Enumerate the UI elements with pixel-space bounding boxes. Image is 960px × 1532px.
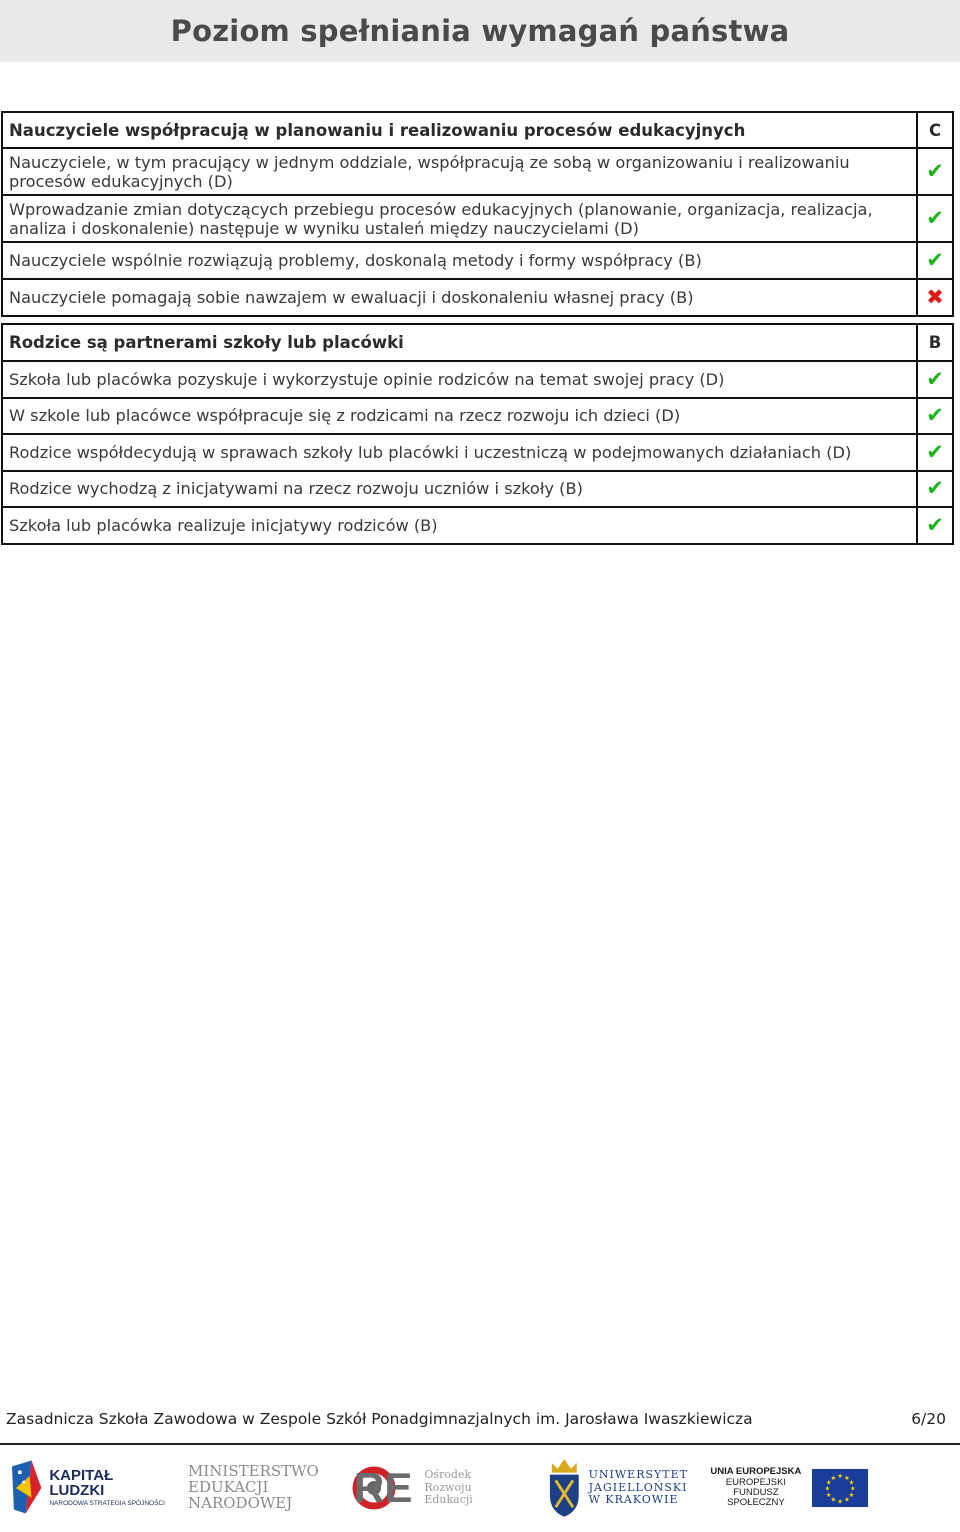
kapital-ludzki-name: KAPITAŁ LUDZKI <box>49 1467 114 1500</box>
svg-text:★: ★ <box>837 1473 843 1481</box>
ore-logo <box>352 1452 532 1524</box>
section-header <box>2 324 953 361</box>
page-number: 6/20 <box>911 1410 946 1428</box>
requirement-text: Nauczyciele pomagają sobie nawzajem w ewaluacji i doskonaleniu własnej pracy (B) <box>2 279 917 316</box>
requirement-text: Wprowadzanie zmian dotyczących przebiegu procesów edukacyjnych (planowanie, organizacja, realizacja, analiza i doskonalenie) następuje w wyniku ustaleń między nauczycielami (D) <box>2 195 917 242</box>
men-logo <box>188 1452 318 1524</box>
svg-text:★: ★ <box>824 1485 831 1493</box>
eu-logo <box>708 1452 868 1524</box>
table-row <box>2 242 953 279</box>
kapital-ludzki-logo <box>10 1452 170 1524</box>
check-icon: ✔ <box>926 512 944 537</box>
kapital-ludzki-sub: NARODOWA STRATEGIA SPÓJNOŚCI <box>49 1500 165 1508</box>
check-icon: ✔ <box>926 403 944 428</box>
logo-bar <box>0 1452 960 1528</box>
table-row <box>2 507 953 544</box>
ue-line-1: UNIA EUROPEJSKA <box>710 1466 802 1478</box>
svg-text:★: ★ <box>837 1498 843 1506</box>
requirement-text: Nauczyciele wspólnie rozwiązują problemy, doskonalą metody i formy współpracy (B) <box>2 242 917 279</box>
section-title: Nauczyciele współpracują w planowaniu i realizowaniu procesów edukacyjnych <box>2 112 917 148</box>
requirement-text: Rodzice współdecydują w sprawach szkoły lub placówki i uczestniczą w podejmowanych działaniach (D) <box>2 434 917 471</box>
table-row <box>2 279 953 316</box>
men-line-2: EDUKACJI <box>188 1478 269 1497</box>
uj-logo <box>548 1452 688 1524</box>
requirement-text: Nauczyciele, w tym pracujący w jednym oddziale, współpracują ze sobą w organizowaniu i realizowaniu procesów edukacyjnych (D) <box>2 148 917 195</box>
kapital-ludzki-emblem-icon <box>10 1458 43 1518</box>
requirement-table-teachers <box>1 111 954 317</box>
requirement-text: W szkole lub placówce współpracuje się z rodzicami na rzecz rozwoju ich dzieci (D) <box>2 398 917 435</box>
ore-line-2: Rozwoju <box>424 1480 472 1494</box>
svg-text:★: ★ <box>830 1474 836 1482</box>
requirement-table-parents <box>1 323 954 545</box>
uj-line-1: UNIWERSYTET <box>588 1468 688 1482</box>
uj-crest-icon <box>548 1456 581 1520</box>
page-title: Poziom spełniania wymagań państwa <box>170 14 790 48</box>
table-row <box>2 434 953 471</box>
section-title: Rodzice są partnerami szkoły lub placówki <box>2 324 917 361</box>
men-line-1: MINISTERSTWO <box>188 1462 319 1481</box>
footer <box>6 1410 946 1428</box>
eu-flag-icon <box>812 1467 868 1509</box>
table-row <box>2 195 953 242</box>
svg-text:★: ★ <box>843 1496 850 1504</box>
svg-text:★: ★ <box>825 1492 832 1500</box>
svg-text:★: ★ <box>849 1485 856 1493</box>
check-icon: ✔ <box>926 159 944 183</box>
svg-text:★: ★ <box>848 1479 855 1487</box>
footer-divider <box>0 1443 960 1445</box>
ue-line-2: EUROPEJSKI <box>725 1476 786 1488</box>
uj-line-2: JAGIELLOŃSKI <box>588 1480 688 1494</box>
check-icon: ✔ <box>926 206 944 230</box>
svg-text:★: ★ <box>843 1474 850 1482</box>
page-header <box>0 0 960 62</box>
ue-line-3: FUNDUSZ SPOŁECZNY <box>727 1487 785 1509</box>
svg-text:★: ★ <box>830 1496 836 1504</box>
uj-line-3: W KRAKOWIE <box>588 1493 679 1507</box>
check-icon: ✔ <box>926 248 944 272</box>
men-line-3: NARODOWEJ <box>188 1493 293 1512</box>
ore-letters: RE <box>354 1464 413 1511</box>
table-row <box>2 398 953 435</box>
footer-school-name: Zasadnicza Szkoła Zawodowa w Zespole Szkół Ponadgimnazjalnych im. Jarosława Iwaszkiewicza <box>6 1410 753 1428</box>
check-icon: ✔ <box>926 366 944 391</box>
table-row <box>2 148 953 195</box>
table-row <box>2 361 953 398</box>
cross-icon: ✖ <box>926 285 944 309</box>
requirement-text: Rodzice wychodzą z inicjatywami na rzecz rozwoju uczniów i szkoły (B) <box>2 471 917 508</box>
check-icon: ✔ <box>926 439 944 464</box>
svg-text:★: ★ <box>825 1479 832 1487</box>
table-row <box>2 471 953 508</box>
section-grade: B <box>917 324 953 361</box>
check-icon: ✔ <box>926 476 944 501</box>
section-grade: C <box>917 112 953 148</box>
requirement-text: Szkoła lub placówka pozyskuje i wykorzystuje opinie rodziców na temat swojej pracy (D) <box>2 361 917 398</box>
section-header <box>2 112 953 148</box>
ore-line-3: Edukacji <box>424 1493 473 1507</box>
requirement-text: Szkoła lub placówka realizuje inicjatywy rodziców (B) <box>2 507 917 544</box>
ore-line-1: Ośrodek <box>424 1468 472 1482</box>
svg-text:★: ★ <box>848 1492 855 1500</box>
